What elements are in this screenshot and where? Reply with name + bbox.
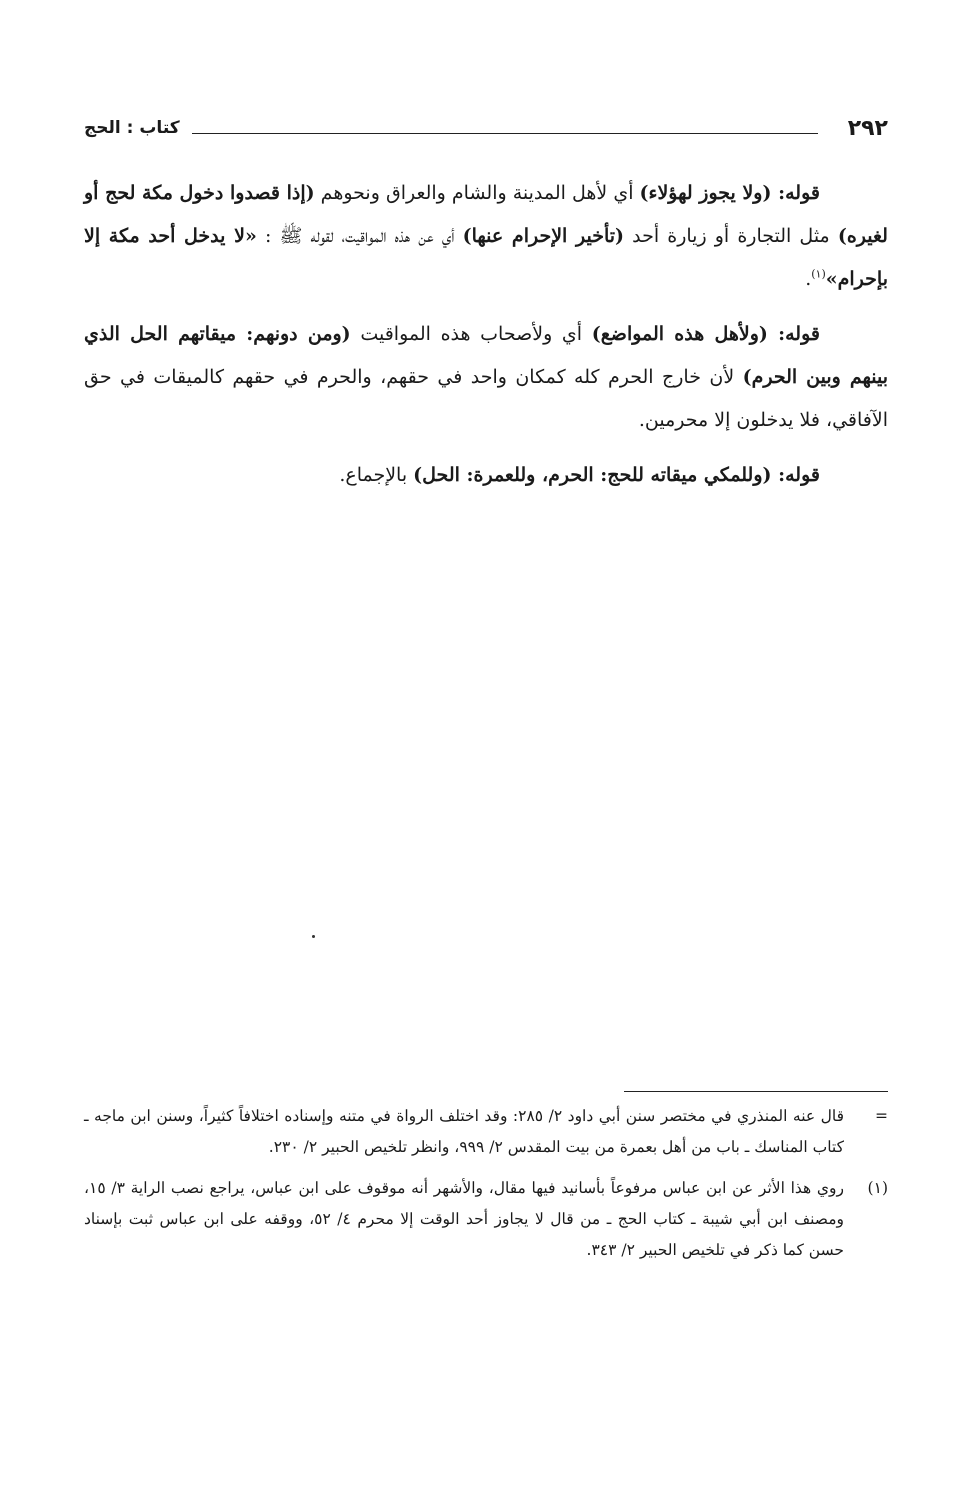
header-rule	[192, 133, 818, 134]
footnotes	[84, 1101, 888, 1276]
page-number: ٢٩٢	[847, 116, 888, 141]
hadith-quote: «لا يدخل أحد مكة إلا بإحرام»	[84, 225, 888, 290]
page-header	[84, 116, 888, 146]
paragraph-text: أي ولأصحاب هذه المواقيت	[350, 323, 592, 345]
paragraph-text: .	[805, 268, 812, 290]
paragraph-2	[84, 313, 888, 442]
paragraph-1	[84, 172, 888, 301]
paragraph-3	[84, 454, 888, 497]
paragraph-quote: (تأخير الإحرام عنها)	[462, 225, 625, 247]
paragraph-text: أي لأهل المدينة والشام والعراق ونحوهم	[314, 182, 640, 204]
paragraph-text: أي عن هذه المواقيت، لقوله ﷺ :	[256, 225, 463, 247]
paragraph-quote: (ومن دونهم: ميقاتهم الحل الذي بينهم وبين الحرم)	[84, 323, 888, 388]
footnote-text: قال عنه المنذري في مختصر سنن أبي داود ٢/ ٢٨٥: وقد اختلف الرواة في متنه وإسناده اختلافاً كثيراً، وسنن ابن ماجه ـ كتاب المناسك ـ باب من أهل بعمرة من بيت المقدس ٢/ ٩٩٩، وانظر تلخيص الحبير ٢/ ٢٣٠.	[84, 1107, 845, 1156]
footnote-1	[84, 1173, 888, 1266]
paragraph-text: مثل التجارة أو زيارة أحد	[624, 225, 838, 247]
paragraph-text: بالإجماع.	[339, 464, 414, 486]
print-speck	[312, 935, 315, 938]
paragraph-lead: قوله: (وللمكي ميقاته للحج: الحرم، وللعمرة: الحل)	[413, 464, 820, 486]
paragraph-lead: قوله: (ولأهل هذه المواضع)	[591, 323, 820, 345]
footnote-text: روي هذا الأثر عن ابن عباس مرفوعاً بأسانيد فيها مقال، والأشهر أنه موقوف على ابن عباس، يراجع نصب الراية ٣/ ١٥، ومصنف ابن أبي شيبة ـ كتاب الحج ـ من قال لا يجاوز أحد الوقت إلا محرم ٤/ ٥٢، ووقفه على ابن عباس ثبت بإسناد حسن كما ذكر في تلخيص الحبير ٢/ ٣٤٣.	[84, 1179, 845, 1259]
paragraph-quote: (إذا قصدوا دخول مكة لحج أو لغيره)	[84, 182, 888, 247]
footnote-separator	[624, 1091, 888, 1092]
footnote-marker: =	[875, 1107, 888, 1125]
running-title: كتاب : الحج	[84, 118, 180, 138]
paragraph-lead: قوله: (ولا يجوز لهؤلاء)	[639, 182, 820, 204]
footnote-marker: (١)	[867, 1179, 888, 1197]
main-text	[84, 172, 888, 509]
footnote-continuation	[84, 1101, 888, 1163]
paragraph-text: لأن خارج الحرم كله كمكان واحد في حقهم، والحرم في حقهم كالميقات في حق الآفاقي، فلا يدخلون إلا محرمين.	[84, 366, 888, 431]
footnote-reference[interactable]: (١)	[811, 267, 826, 281]
